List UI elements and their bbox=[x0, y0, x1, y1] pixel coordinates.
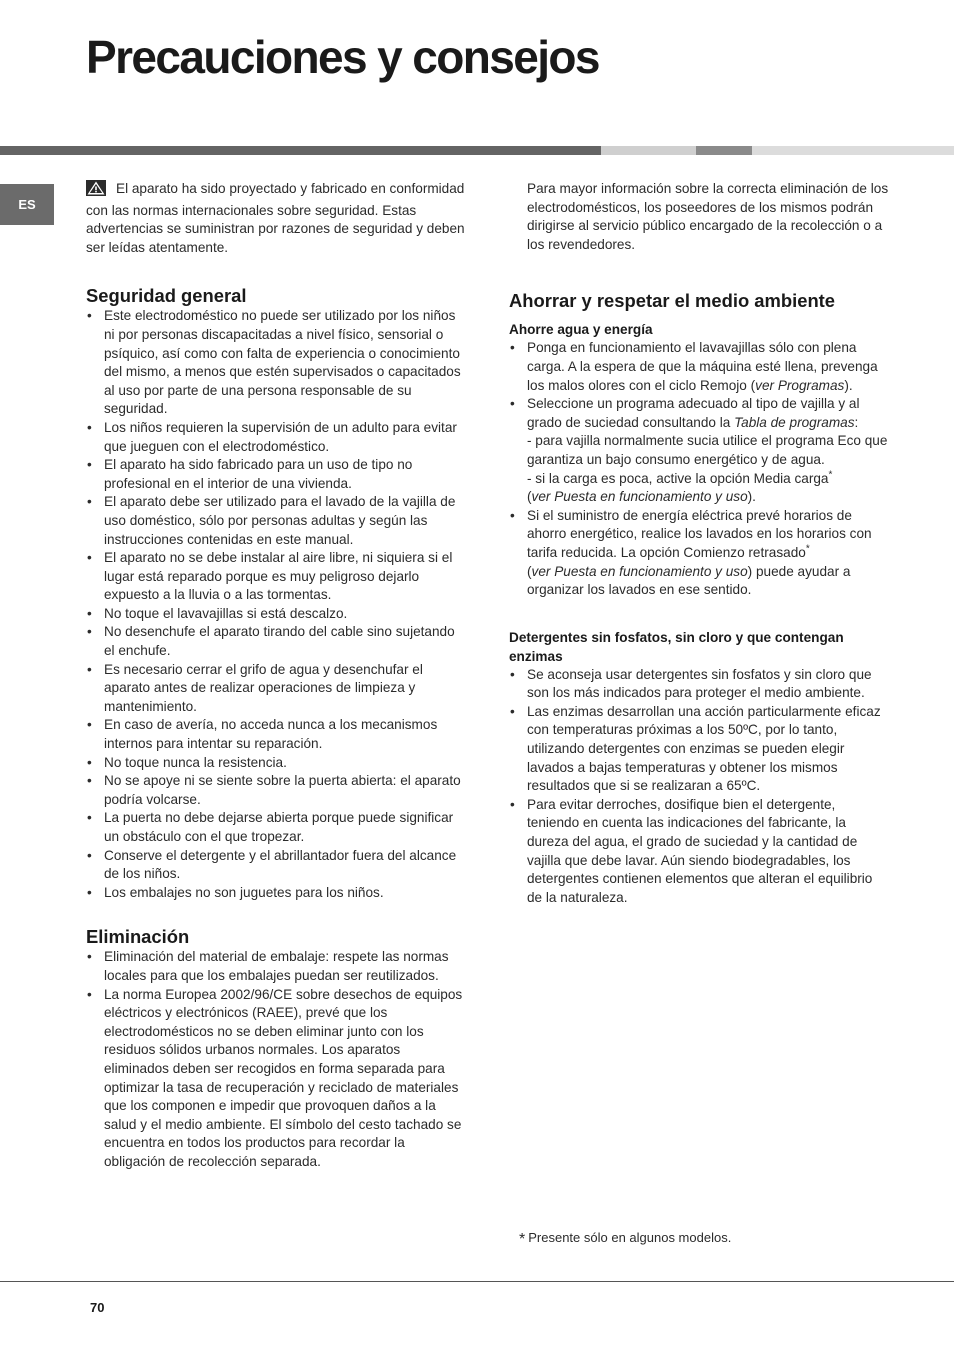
detergent-list bbox=[509, 666, 889, 908]
list-item: • La puerta no debe dejarse abierta porque puede significar un obstáculo con el que tropezar. bbox=[86, 809, 466, 846]
subheading-ahorre-agua: Ahorre agua y energía bbox=[509, 322, 653, 338]
intro-text: El aparato ha sido proyectado y fabricado en conformidad con las normas internacionales sobre seguridad. Estas advertencias se suministran por razones de seguridad y deben ser leídas atentamente. bbox=[86, 181, 465, 255]
sub-item: - para vajilla normalmente sucia utilice el programa Eco que garantiza un bajo consumo energético y de agua. bbox=[527, 433, 888, 467]
list-item: • El aparato ha sido fabricado para un uso de tipo no profesional en el interior de una vivienda. bbox=[86, 456, 466, 493]
list-item: • No toque el lavavajillas si está descalzo. bbox=[86, 605, 466, 624]
footnote bbox=[519, 1230, 731, 1249]
list-item: • Las enzimas desarrollan una acción particularmente eficaz con temperaturas próximas a los 50ºC, por lo tanto, utilizando detergentes con enzimas se pueden elegir lavados a bajas temperaturas y obtener los mismos resultados que si se realizaran a 65ºC. bbox=[509, 703, 889, 796]
cross-reference: ver Programas bbox=[755, 377, 845, 393]
intro-paragraph bbox=[86, 180, 466, 257]
list-item: • En caso de avería, no acceda nunca a los mecanismos internos para intentar su reparación. bbox=[86, 716, 466, 753]
list-item: • El aparato no se debe instalar al aire libre, ni siquiera si el lugar está reparado porque es muy peligroso dejarlo expuesto a la lluvia o a las tormentas. bbox=[86, 549, 466, 605]
heading-ahorrar-medio-ambiente: Ahorrar y respetar el medio ambiente bbox=[509, 290, 836, 312]
warning-icon bbox=[86, 180, 106, 202]
list-item: • Conserve el detergente y el abrillantador fuera del alcance de los niños. bbox=[86, 847, 466, 884]
list-item: • Se aconseja usar detergentes sin fosfatos y sin cloro que son los más indicados para proteger el medio ambiente. bbox=[509, 666, 889, 703]
right-column bbox=[509, 180, 889, 907]
list-item: • Para evitar derroches, dosifique bien el detergente, teniendo en cuenta las indicaciones del fabricante, la dureza del agua, el grado de suciedad y la cantidad de vajilla que debe lavar. Aún siendo biodegradables, los detergentes contienen elementos que alteran el equilibrio de la naturaleza. bbox=[509, 796, 889, 908]
list-item: • Eliminación del material de embalaje: respete las normas locales para que los embalajes puedan ser reutilizados. bbox=[86, 948, 466, 985]
list-item: • Este electrodoméstico no puede ser utilizado por los niños ni por personas discapacitadas a nivel físico, sensorial o psíquico, así como con falta de experiencia o conocimiento del mismo, a menos que estén supervisados o capacitados al uso por parte de una persona responsable de su seguridad. bbox=[86, 307, 466, 419]
list-item: • No se apoye ni se siente sobre la puerta abierta: el aparato podría volcarse. bbox=[86, 772, 466, 809]
page-title: Precauciones y consejos bbox=[86, 31, 599, 83]
footnote-text: Presente sólo en algunos modelos. bbox=[528, 1230, 732, 1245]
left-column bbox=[86, 180, 466, 1172]
disposal-list bbox=[86, 948, 466, 1171]
footnote-asterisk: * bbox=[519, 1231, 526, 1248]
subheading-detergentes: Detergentes sin fosfatos, sin cloro y que contengan enzimas bbox=[509, 629, 844, 664]
list-item: • Es necesario cerrar el grifo de agua y desenchufar el aparato antes de realizar operaciones de limpieza y mantenimiento. bbox=[86, 661, 466, 717]
list-item: • Los embalajes no son juguetes para los niños. bbox=[86, 884, 466, 903]
list-item: • El aparato debe ser utilizado para el lavado de la vajilla de uso doméstico, sólo por personas adultas y según las instrucciones contenidas en este manual. bbox=[86, 493, 466, 549]
heading-eliminacion: Eliminación bbox=[86, 926, 190, 948]
list-item: • Ponga en funcionamiento el lavavajillas sólo con plena carga. A la espera de que la máquina esté llena, prevenga los malos olores con el ciclo Remojo (ver Programas). bbox=[509, 339, 889, 395]
page-number: 70 bbox=[90, 1300, 105, 1315]
footer-divider bbox=[0, 1281, 954, 1282]
header-stripe-mid bbox=[696, 146, 752, 155]
language-tab: ES bbox=[0, 184, 54, 225]
disposal-info-paragraph: Para mayor información sobre la correcta eliminación de los electrodomésticos, los poseedores de los mismos podrán dirigirse al servicio público encargado de la recolección o a los revendedores. bbox=[527, 181, 889, 252]
header-stripe-dark bbox=[0, 146, 601, 155]
list-item: • Seleccione un programa adecuado al tipo de vajilla y al grado de suciedad consultando la Tabla de programas: - para vajilla normalmente sucia utilice el programa Eco que garantiza un bajo consumo energético y de agua. - si la carga es poca, active la opción Media carga* (ver Puesta en funcionamiento y uso). bbox=[509, 395, 889, 507]
sub-item: - si la carga es poca, active la opción Media carga* (ver Puesta en funcionamiento y uso). bbox=[527, 469, 833, 505]
list-item: • Si el suministro de energía eléctrica prevé horarios de ahorro energético, realice los lavados en los horarios con tarifa reducida. La opción Comienzo retrasado* (ver Puesta en funcionamiento y uso) puede ayudar a organizar los lavados en ese sentido. bbox=[509, 507, 889, 600]
header-stripe-pale bbox=[752, 146, 954, 155]
asterisk-mark: * bbox=[828, 469, 833, 480]
list-item: • La norma Europea 2002/96/CE sobre desechos de equipos eléctricos y electrónicos (RAEE), prevé que los electrodomésticos no se deben eliminar junto con los residuos sólidos urbanos normales. Los aparatos eliminados deben ser recogidos en forma separada para optimizar la tasa de recuperación y reciclado de materiales que los componen e impedir que provoquen daños a la salud y el medio ambiente. El símbolo del cesto tachado se encuentra en todos los productos para recordar la obligación de recolección separada. bbox=[86, 986, 466, 1172]
list-item: • No toque nunca la resistencia. bbox=[86, 754, 466, 773]
header-stripe-light bbox=[601, 146, 696, 155]
cross-reference: Tabla de programas bbox=[734, 414, 855, 430]
water-list bbox=[509, 339, 889, 599]
asterisk-mark: * bbox=[805, 543, 810, 555]
cross-reference: ver Puesta en funcionamiento y uso bbox=[531, 563, 748, 579]
list-item: • Los niños requieren la supervisión de un adulto para evitar que jueguen con el electrodoméstico. bbox=[86, 419, 466, 456]
safety-list bbox=[86, 307, 466, 902]
cross-reference: ver Puesta en funcionamiento y uso bbox=[531, 489, 748, 505]
list-item: • No desenchufe el aparato tirando del cable sino sujetando el enchufe. bbox=[86, 623, 466, 660]
heading-seguridad-general: Seguridad general bbox=[86, 285, 247, 307]
